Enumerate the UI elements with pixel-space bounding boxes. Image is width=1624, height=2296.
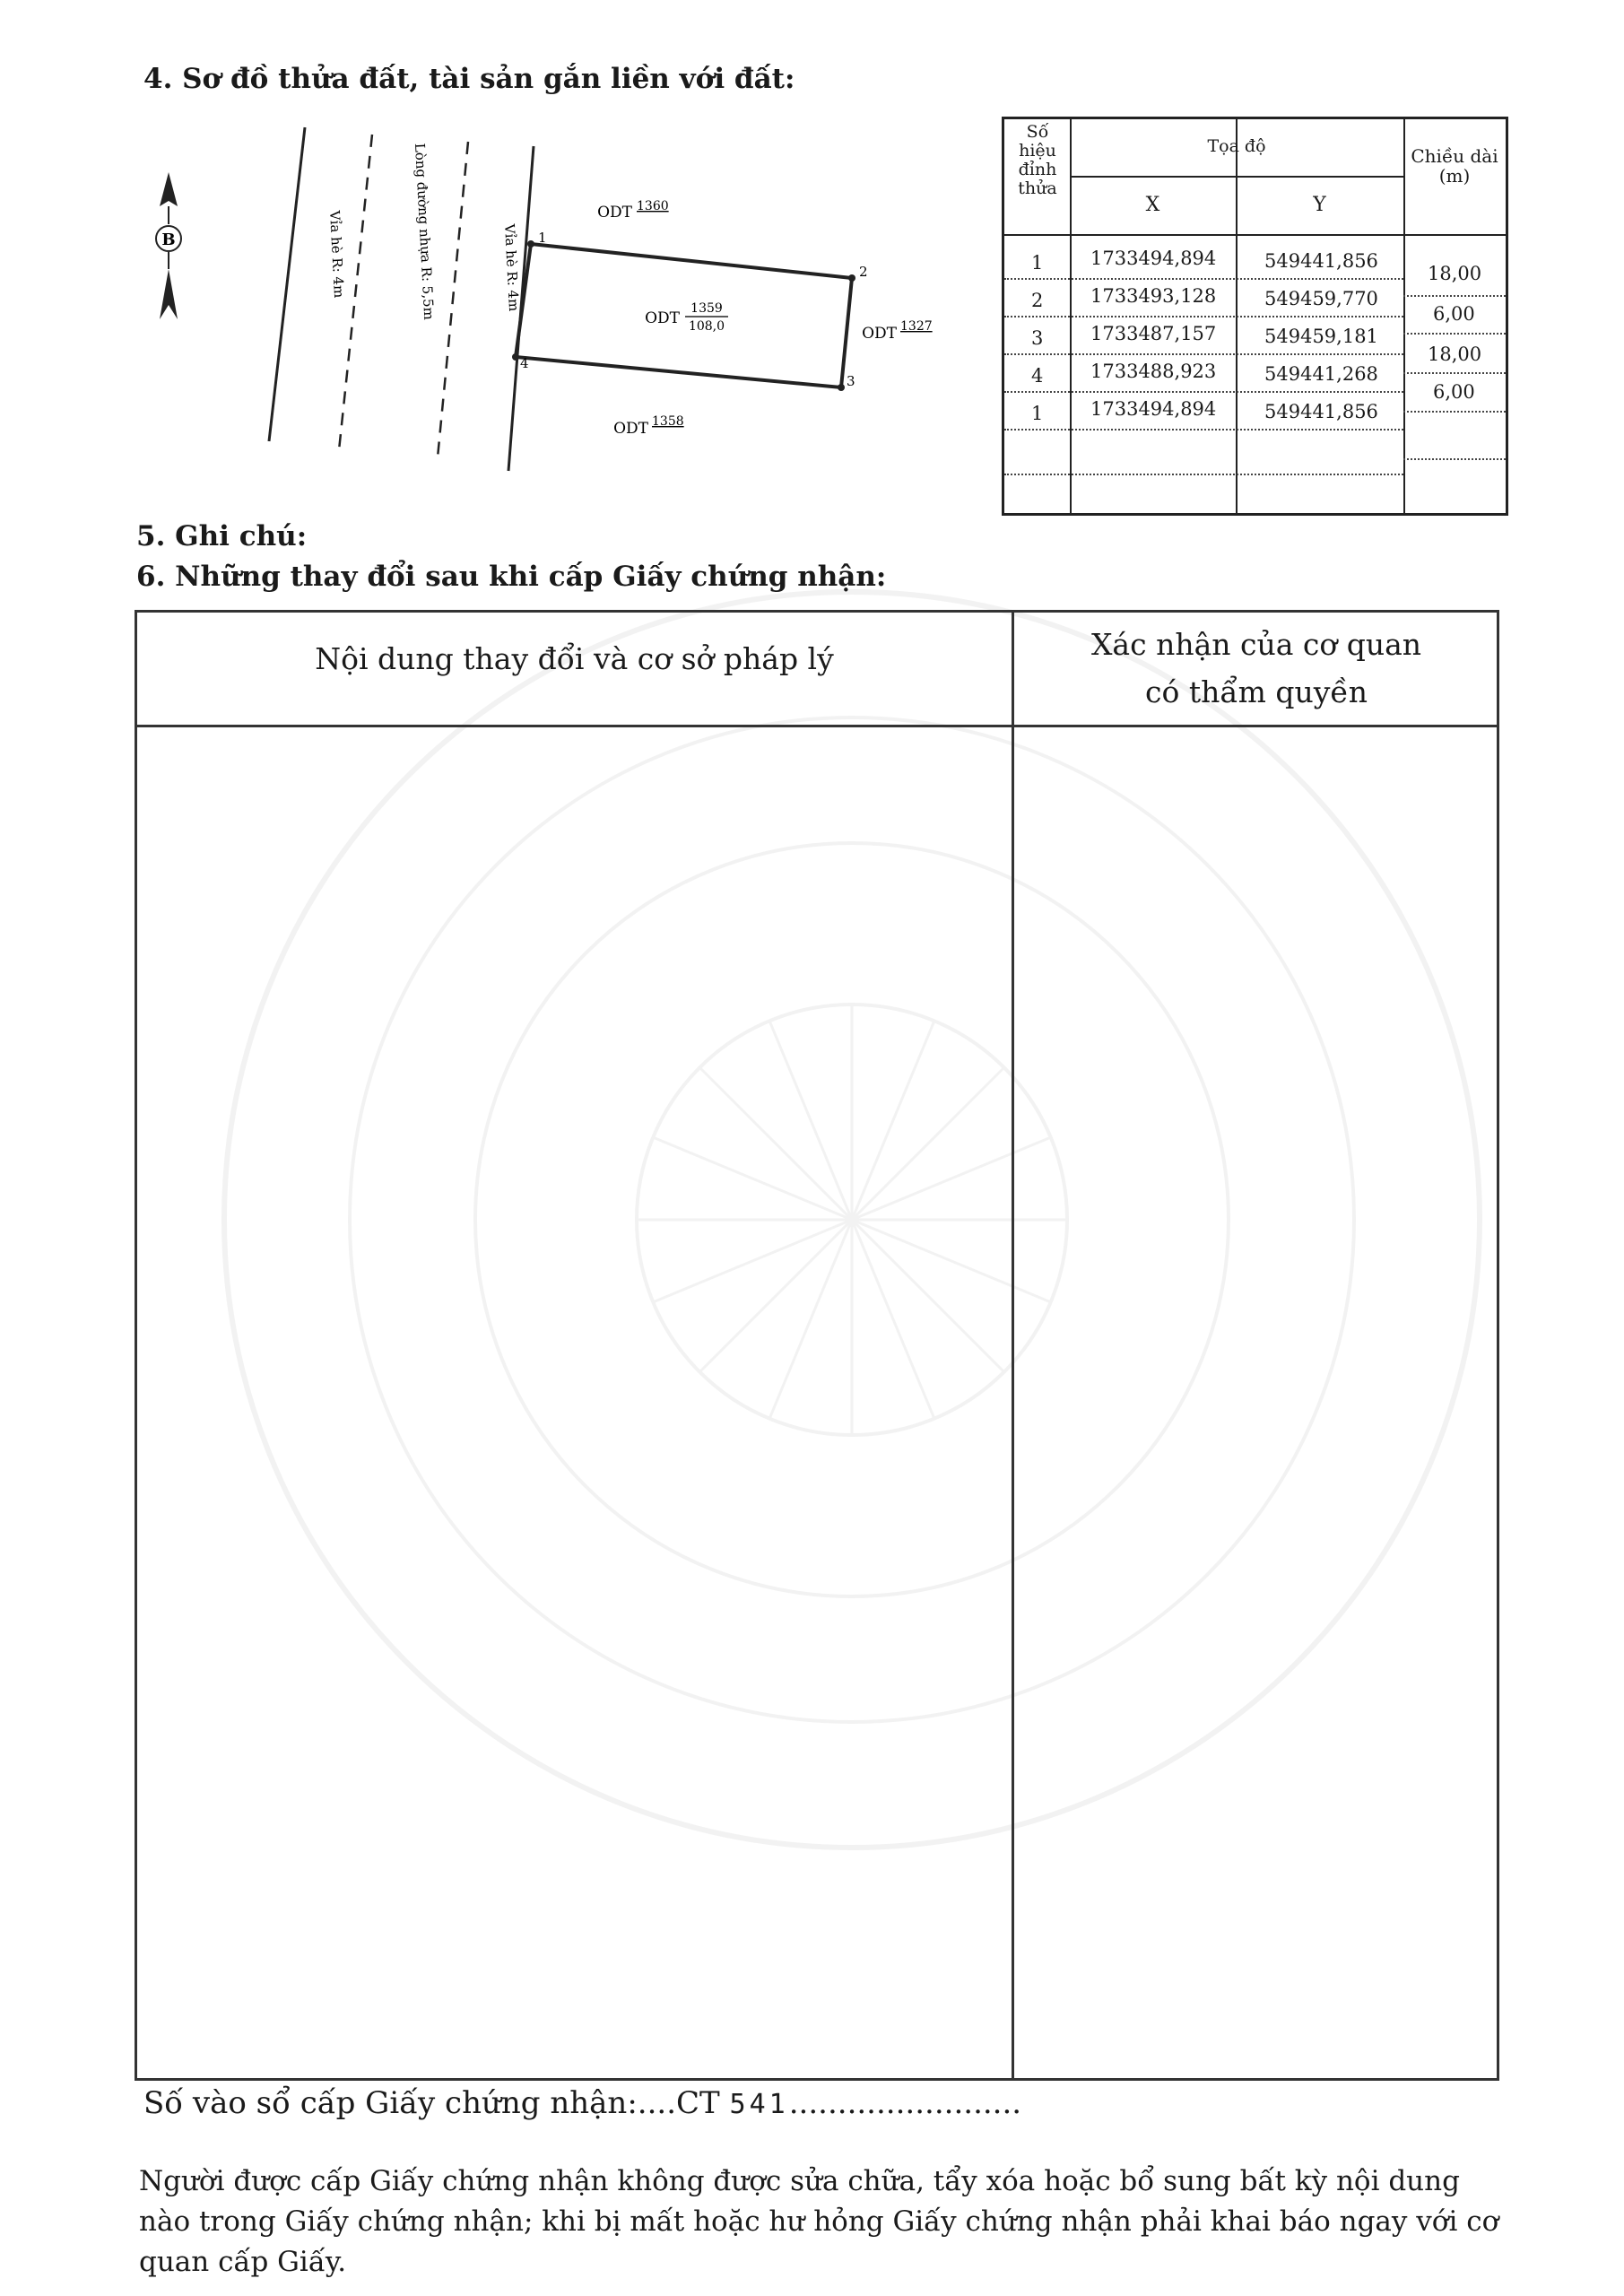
vertex-marker (838, 384, 845, 391)
road-label-east: Vỉa hè R: 4m (501, 223, 523, 312)
registration-number: 541 (729, 2089, 789, 2120)
svg-text:1327: 1327 (900, 319, 933, 334)
vertex-marker (527, 240, 534, 248)
segment-length: 18,00 (1428, 344, 1482, 365)
svg-text:1359: 1359 (690, 301, 723, 316)
vertex-marker (512, 353, 519, 361)
section-6-title: 6. Những thay đổi sau khi cấp Giấy chứng nhận: (136, 561, 887, 593)
vertex-label: 3 (847, 373, 855, 389)
registration-code: CT (676, 2085, 720, 2121)
y-header: Y (1313, 194, 1326, 216)
segment-length: 6,00 (1433, 303, 1475, 325)
segment-length: 6,00 (1433, 381, 1475, 403)
vertex-marker (848, 274, 855, 282)
footnote-warning: Người được cấp Giấy chứng nhận không được sửa chữa, tẩy xóa hoặc bổ sung bất kỳ nội dung nào trong Giấy chứng nhận; khi bị mất hoặc hư hỏng Giấy chứng nhận phải khai báo ngay với cơ quan cấp Giấy. (139, 2165, 1499, 2278)
registration-label: Số vào sổ cấp Giấy chứng nhận: (143, 2085, 638, 2121)
vertex-label: 1 (538, 230, 547, 246)
coordinate-header: Tọa độ (1207, 136, 1266, 156)
changes-table (135, 610, 1499, 2081)
road-dashed-line (438, 142, 468, 457)
x-header: X (1145, 194, 1160, 216)
parcel-diagram (143, 117, 951, 493)
parcel-outline (516, 244, 852, 387)
point-number-header: Số hiệu đỉnh thửa (1018, 122, 1057, 198)
vertex-label: 2 (859, 264, 868, 280)
vertex-label: 4 (520, 355, 529, 371)
coordinate-table: Số hiệu đỉnh thửa Tọa độ X Y Chiều dài (m) 1 1733494,894 549441,856 2 1733493,128 549459,770 3 1733487,157 549459,181 4 1733488,923 549441,268 1 1733494,894 549441,856 18,00 6,00 18,00 6,00 (1002, 117, 1508, 516)
svg-text:1358: 1358 (652, 414, 684, 429)
svg-text:108,0: 108,0 (688, 319, 725, 334)
changes-content-header: Nội dung thay đổi và cơ sở pháp lý (315, 641, 834, 676)
segment-length: 18,00 (1428, 263, 1482, 284)
road-label-west: Vỉa hè R: 4m (326, 210, 348, 299)
north-label: B (161, 230, 176, 249)
length-header: Chiều dài (m) (1411, 145, 1498, 187)
svg-text:ODT: ODT (597, 204, 632, 222)
parcel-label-east (862, 319, 933, 343)
svg-text:ODT: ODT (862, 325, 897, 343)
parcel-label-north (597, 199, 669, 222)
svg-text:ODT: ODT (645, 309, 680, 327)
svg-text:1360: 1360 (637, 199, 669, 213)
parcel-label-center (645, 301, 728, 334)
road-edge-line (269, 127, 305, 441)
svg-text:ODT: ODT (613, 420, 648, 438)
registration-line: Số vào sổ cấp Giấy chứng nhận:....CT 541........................ (143, 2085, 1022, 2121)
parcel-label-south (613, 414, 684, 438)
section-5-title: 5. Ghi chú: (136, 520, 308, 552)
road-label-center: Lòng đường nhựa R: 5,5m (412, 143, 438, 321)
north-arrow-icon (156, 172, 181, 319)
section-4-title: 4. Sơ đồ thửa đất, tài sản gắn liền với đất: (143, 63, 795, 95)
authority-confirmation-header: Xác nhận của cơ quan có thẩm quyền (1090, 627, 1422, 709)
